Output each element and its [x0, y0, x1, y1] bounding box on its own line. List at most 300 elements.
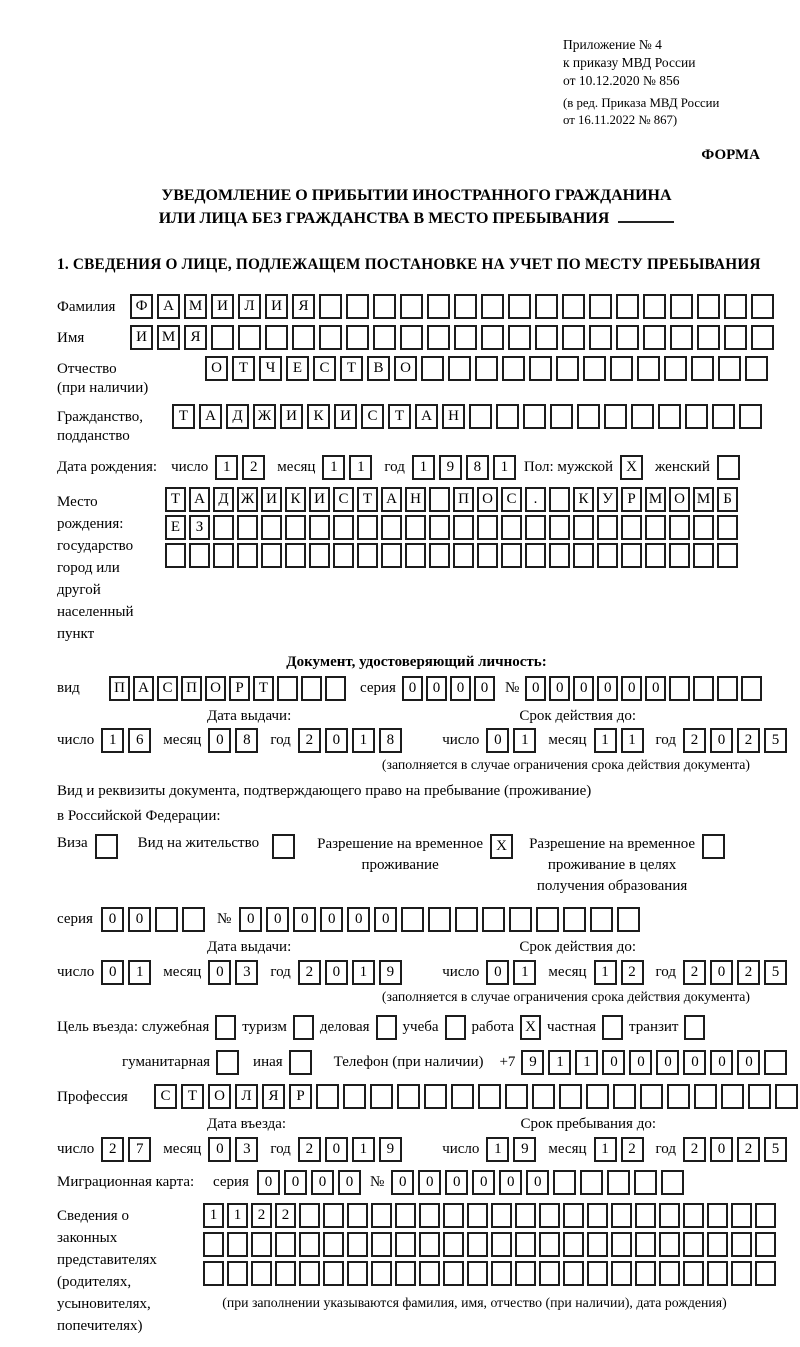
char-cell[interactable]: Т — [181, 1084, 204, 1109]
char-cell[interactable] — [373, 325, 396, 350]
char-cell[interactable]: 3 — [235, 960, 258, 985]
char-cell[interactable]: 0 — [656, 1050, 679, 1075]
purpose-business-checkbox[interactable] — [376, 1015, 397, 1040]
char-cell[interactable]: М — [157, 325, 180, 350]
char-cell[interactable] — [467, 1232, 488, 1257]
char-cell[interactable]: Ф — [130, 294, 153, 319]
char-cell[interactable] — [539, 1203, 560, 1228]
char-cell[interactable] — [717, 676, 738, 701]
char-cell[interactable] — [539, 1232, 560, 1257]
char-cell[interactable] — [659, 1261, 680, 1286]
char-cell[interactable]: Р — [621, 487, 642, 512]
char-cell[interactable] — [237, 543, 258, 568]
char-cell[interactable] — [508, 294, 531, 319]
char-cell[interactable] — [559, 1084, 582, 1109]
char-cell[interactable]: И — [211, 294, 234, 319]
char-cell[interactable] — [583, 356, 606, 381]
char-cell[interactable]: Л — [238, 294, 261, 319]
char-cell[interactable]: А — [189, 487, 210, 512]
char-cell[interactable] — [371, 1232, 392, 1257]
char-cell[interactable] — [515, 1261, 536, 1286]
char-cell[interactable]: О — [205, 356, 228, 381]
char-cell[interactable]: 1 — [322, 455, 345, 480]
char-cell[interactable] — [587, 1232, 608, 1257]
char-cell[interactable] — [707, 1203, 728, 1228]
char-cell[interactable] — [251, 1232, 272, 1257]
char-cell[interactable] — [502, 356, 525, 381]
char-cell[interactable]: Т — [388, 404, 411, 429]
char-cell[interactable]: 0 — [710, 1137, 733, 1162]
char-cell[interactable]: 1 — [352, 960, 375, 985]
char-cell[interactable]: 2 — [298, 728, 321, 753]
char-cell[interactable]: З — [189, 515, 210, 540]
char-cell[interactable]: 2 — [683, 1137, 706, 1162]
char-cell[interactable]: 1 — [203, 1203, 224, 1228]
char-cell[interactable]: С — [361, 404, 384, 429]
char-cell[interactable] — [563, 1232, 584, 1257]
char-cell[interactable]: К — [573, 487, 594, 512]
char-cell[interactable] — [346, 325, 369, 350]
char-cell[interactable]: 0 — [737, 1050, 760, 1075]
char-cell[interactable] — [717, 543, 738, 568]
char-cell[interactable] — [563, 907, 586, 932]
char-cell[interactable] — [573, 515, 594, 540]
char-cell[interactable]: Т — [232, 356, 255, 381]
char-cell[interactable] — [635, 1261, 656, 1286]
char-cell[interactable]: 2 — [621, 1137, 644, 1162]
char-cell[interactable] — [482, 907, 505, 932]
char-cell[interactable] — [691, 356, 714, 381]
char-cell[interactable] — [549, 515, 570, 540]
char-cell[interactable] — [532, 1084, 555, 1109]
char-cell[interactable]: Т — [340, 356, 363, 381]
char-cell[interactable] — [373, 294, 396, 319]
char-cell[interactable] — [189, 543, 210, 568]
char-cell[interactable] — [523, 404, 546, 429]
char-cell[interactable]: 1 — [548, 1050, 571, 1075]
char-cell[interactable] — [405, 515, 426, 540]
temp-residence-checkbox[interactable]: X — [490, 834, 513, 859]
char-cell[interactable]: 0 — [602, 1050, 625, 1075]
char-cell[interactable] — [643, 325, 666, 350]
char-cell[interactable] — [333, 515, 354, 540]
char-cell[interactable] — [717, 515, 738, 540]
char-cell[interactable] — [443, 1203, 464, 1228]
char-cell[interactable]: 1 — [594, 1137, 617, 1162]
char-cell[interactable] — [395, 1232, 416, 1257]
char-cell[interactable]: П — [109, 676, 130, 701]
char-cell[interactable]: Т — [253, 676, 274, 701]
char-cell[interactable] — [694, 1084, 717, 1109]
char-cell[interactable]: 0 — [526, 1170, 549, 1195]
char-cell[interactable]: С — [157, 676, 178, 701]
char-cell[interactable]: И — [334, 404, 357, 429]
char-cell[interactable] — [477, 543, 498, 568]
char-cell[interactable] — [556, 356, 579, 381]
char-cell[interactable] — [613, 1084, 636, 1109]
char-cell[interactable]: Р — [289, 1084, 312, 1109]
char-cell[interactable] — [580, 1170, 603, 1195]
char-cell[interactable] — [251, 1261, 272, 1286]
char-cell[interactable] — [443, 1232, 464, 1257]
char-cell[interactable] — [501, 515, 522, 540]
char-cell[interactable]: 9 — [439, 455, 462, 480]
char-cell[interactable] — [616, 294, 639, 319]
char-cell[interactable]: 9 — [379, 960, 402, 985]
char-cell[interactable]: 1 — [575, 1050, 598, 1075]
char-cell[interactable]: 0 — [325, 1137, 348, 1162]
char-cell[interactable]: 2 — [737, 1137, 760, 1162]
char-cell[interactable]: 0 — [101, 907, 124, 932]
char-cell[interactable]: 0 — [320, 907, 343, 932]
char-cell[interactable] — [670, 294, 693, 319]
char-cell[interactable] — [731, 1232, 752, 1257]
char-cell[interactable] — [693, 543, 714, 568]
char-cell[interactable] — [301, 676, 322, 701]
char-cell[interactable] — [357, 515, 378, 540]
char-cell[interactable]: 0 — [472, 1170, 495, 1195]
char-cell[interactable] — [428, 907, 451, 932]
char-cell[interactable]: И — [261, 487, 282, 512]
char-cell[interactable]: 2 — [621, 960, 644, 985]
char-cell[interactable]: 0 — [325, 960, 348, 985]
char-cell[interactable] — [400, 325, 423, 350]
char-cell[interactable] — [536, 907, 559, 932]
char-cell[interactable] — [645, 543, 666, 568]
char-cell[interactable] — [395, 1203, 416, 1228]
char-cell[interactable] — [658, 404, 681, 429]
char-cell[interactable]: 0 — [645, 676, 666, 701]
char-cell[interactable]: Е — [165, 515, 186, 540]
char-cell[interactable] — [764, 1050, 787, 1075]
char-cell[interactable] — [718, 356, 741, 381]
char-cell[interactable]: Я — [292, 294, 315, 319]
char-cell[interactable] — [371, 1261, 392, 1286]
char-cell[interactable] — [683, 1261, 704, 1286]
char-cell[interactable] — [748, 1084, 771, 1109]
char-cell[interactable] — [589, 325, 612, 350]
char-cell[interactable]: 7 — [128, 1137, 151, 1162]
char-cell[interactable]: С — [313, 356, 336, 381]
char-cell[interactable] — [455, 907, 478, 932]
char-cell[interactable] — [319, 294, 342, 319]
char-cell[interactable] — [634, 1170, 657, 1195]
char-cell[interactable] — [637, 356, 660, 381]
char-cell[interactable]: 2 — [298, 1137, 321, 1162]
char-cell[interactable] — [669, 515, 690, 540]
char-cell[interactable] — [550, 404, 573, 429]
char-cell[interactable] — [469, 404, 492, 429]
char-cell[interactable] — [553, 1170, 576, 1195]
char-cell[interactable] — [635, 1203, 656, 1228]
char-cell[interactable] — [515, 1203, 536, 1228]
visa-checkbox[interactable] — [95, 834, 118, 859]
char-cell[interactable]: 1 — [493, 455, 516, 480]
char-cell[interactable]: Д — [226, 404, 249, 429]
char-cell[interactable] — [751, 294, 774, 319]
char-cell[interactable] — [478, 1084, 501, 1109]
char-cell[interactable] — [501, 543, 522, 568]
char-cell[interactable] — [563, 1203, 584, 1228]
char-cell[interactable] — [316, 1084, 339, 1109]
char-cell[interactable] — [621, 543, 642, 568]
char-cell[interactable]: 0 — [445, 1170, 468, 1195]
char-cell[interactable] — [346, 294, 369, 319]
char-cell[interactable]: 0 — [525, 676, 546, 701]
char-cell[interactable]: 0 — [486, 960, 509, 985]
char-cell[interactable] — [617, 907, 640, 932]
char-cell[interactable]: 1 — [349, 455, 372, 480]
char-cell[interactable] — [285, 543, 306, 568]
char-cell[interactable] — [535, 294, 558, 319]
char-cell[interactable]: 1 — [412, 455, 435, 480]
char-cell[interactable] — [724, 294, 747, 319]
char-cell[interactable]: 0 — [418, 1170, 441, 1195]
char-cell[interactable]: А — [199, 404, 222, 429]
char-cell[interactable] — [755, 1261, 776, 1286]
char-cell[interactable]: 5 — [764, 1137, 787, 1162]
char-cell[interactable] — [323, 1232, 344, 1257]
char-cell[interactable]: С — [154, 1084, 177, 1109]
char-cell[interactable]: 0 — [284, 1170, 307, 1195]
char-cell[interactable] — [683, 1232, 704, 1257]
char-cell[interactable] — [505, 1084, 528, 1109]
char-cell[interactable] — [562, 325, 585, 350]
char-cell[interactable]: 0 — [621, 676, 642, 701]
char-cell[interactable] — [475, 356, 498, 381]
char-cell[interactable]: 8 — [235, 728, 258, 753]
char-cell[interactable]: 2 — [737, 960, 760, 985]
char-cell[interactable] — [453, 543, 474, 568]
char-cell[interactable]: 0 — [573, 676, 594, 701]
char-cell[interactable]: 1 — [594, 960, 617, 985]
char-cell[interactable] — [429, 543, 450, 568]
char-cell[interactable] — [529, 356, 552, 381]
char-cell[interactable] — [419, 1261, 440, 1286]
char-cell[interactable] — [496, 404, 519, 429]
char-cell[interactable]: 9 — [379, 1137, 402, 1162]
char-cell[interactable] — [645, 515, 666, 540]
char-cell[interactable]: Ж — [237, 487, 258, 512]
char-cell[interactable]: Н — [442, 404, 465, 429]
char-cell[interactable] — [443, 1261, 464, 1286]
char-cell[interactable] — [299, 1232, 320, 1257]
char-cell[interactable] — [589, 294, 612, 319]
char-cell[interactable] — [371, 1203, 392, 1228]
char-cell[interactable] — [347, 1232, 368, 1257]
char-cell[interactable] — [604, 404, 627, 429]
char-cell[interactable]: В — [367, 356, 390, 381]
char-cell[interactable] — [525, 543, 546, 568]
char-cell[interactable]: М — [693, 487, 714, 512]
char-cell[interactable] — [731, 1203, 752, 1228]
char-cell[interactable] — [397, 1084, 420, 1109]
char-cell[interactable] — [275, 1261, 296, 1286]
char-cell[interactable]: Я — [262, 1084, 285, 1109]
char-cell[interactable]: Т — [165, 487, 186, 512]
char-cell[interactable]: 1 — [352, 1137, 375, 1162]
char-cell[interactable] — [509, 907, 532, 932]
char-cell[interactable] — [421, 356, 444, 381]
char-cell[interactable] — [587, 1203, 608, 1228]
char-cell[interactable] — [508, 325, 531, 350]
char-cell[interactable] — [299, 1261, 320, 1286]
char-cell[interactable] — [669, 543, 690, 568]
char-cell[interactable]: 0 — [450, 676, 471, 701]
char-cell[interactable] — [631, 404, 654, 429]
char-cell[interactable]: С — [333, 487, 354, 512]
char-cell[interactable]: 0 — [499, 1170, 522, 1195]
char-cell[interactable]: 1 — [513, 960, 536, 985]
char-cell[interactable]: И — [309, 487, 330, 512]
char-cell[interactable]: 2 — [737, 728, 760, 753]
char-cell[interactable]: 1 — [513, 728, 536, 753]
sex-male-checkbox[interactable]: X — [620, 455, 643, 480]
char-cell[interactable] — [611, 1261, 632, 1286]
char-cell[interactable] — [405, 543, 426, 568]
char-cell[interactable]: 0 — [474, 676, 495, 701]
char-cell[interactable] — [261, 543, 282, 568]
char-cell[interactable]: 0 — [391, 1170, 414, 1195]
purpose-official-checkbox[interactable] — [215, 1015, 236, 1040]
char-cell[interactable] — [685, 404, 708, 429]
char-cell[interactable] — [213, 543, 234, 568]
char-cell[interactable] — [491, 1203, 512, 1228]
char-cell[interactable] — [535, 325, 558, 350]
char-cell[interactable] — [610, 356, 633, 381]
char-cell[interactable] — [693, 676, 714, 701]
char-cell[interactable]: 1 — [128, 960, 151, 985]
char-cell[interactable]: 0 — [208, 728, 231, 753]
char-cell[interactable] — [586, 1084, 609, 1109]
char-cell[interactable] — [203, 1232, 224, 1257]
char-cell[interactable] — [237, 515, 258, 540]
sex-female-checkbox[interactable] — [717, 455, 740, 480]
char-cell[interactable] — [227, 1232, 248, 1257]
char-cell[interactable] — [712, 404, 735, 429]
char-cell[interactable] — [419, 1232, 440, 1257]
char-cell[interactable] — [616, 325, 639, 350]
char-cell[interactable] — [347, 1203, 368, 1228]
char-cell[interactable] — [640, 1084, 663, 1109]
char-cell[interactable] — [370, 1084, 393, 1109]
char-cell[interactable]: О — [205, 676, 226, 701]
purpose-transit-checkbox[interactable] — [684, 1015, 705, 1040]
char-cell[interactable] — [343, 1084, 366, 1109]
char-cell[interactable] — [323, 1261, 344, 1286]
char-cell[interactable] — [429, 487, 450, 512]
char-cell[interactable]: 0 — [549, 676, 570, 701]
char-cell[interactable] — [693, 515, 714, 540]
char-cell[interactable]: 0 — [239, 907, 262, 932]
char-cell[interactable] — [309, 543, 330, 568]
char-cell[interactable] — [261, 515, 282, 540]
char-cell[interactable] — [697, 294, 720, 319]
char-cell[interactable]: П — [181, 676, 202, 701]
char-cell[interactable] — [587, 1261, 608, 1286]
char-cell[interactable]: 1 — [621, 728, 644, 753]
char-cell[interactable] — [325, 676, 346, 701]
char-cell[interactable] — [155, 907, 178, 932]
char-cell[interactable]: 0 — [266, 907, 289, 932]
char-cell[interactable]: А — [133, 676, 154, 701]
char-cell[interactable]: . — [525, 487, 546, 512]
char-cell[interactable] — [395, 1261, 416, 1286]
purpose-work-checkbox[interactable]: X — [520, 1015, 541, 1040]
char-cell[interactable] — [659, 1203, 680, 1228]
char-cell[interactable]: О — [394, 356, 417, 381]
char-cell[interactable]: 5 — [764, 728, 787, 753]
char-cell[interactable] — [182, 907, 205, 932]
char-cell[interactable]: 1 — [215, 455, 238, 480]
char-cell[interactable] — [211, 325, 234, 350]
char-cell[interactable] — [745, 356, 768, 381]
char-cell[interactable] — [597, 515, 618, 540]
char-cell[interactable] — [563, 1261, 584, 1286]
char-cell[interactable] — [454, 325, 477, 350]
char-cell[interactable]: А — [415, 404, 438, 429]
char-cell[interactable]: 8 — [466, 455, 489, 480]
char-cell[interactable]: А — [381, 487, 402, 512]
char-cell[interactable]: 1 — [227, 1203, 248, 1228]
char-cell[interactable] — [381, 515, 402, 540]
char-cell[interactable]: О — [477, 487, 498, 512]
char-cell[interactable]: Н — [405, 487, 426, 512]
char-cell[interactable] — [670, 325, 693, 350]
char-cell[interactable]: 0 — [128, 907, 151, 932]
purpose-study-checkbox[interactable] — [445, 1015, 466, 1040]
char-cell[interactable]: 2 — [101, 1137, 124, 1162]
char-cell[interactable] — [669, 676, 690, 701]
char-cell[interactable] — [467, 1203, 488, 1228]
char-cell[interactable]: 2 — [242, 455, 265, 480]
char-cell[interactable] — [401, 907, 424, 932]
char-cell[interactable] — [635, 1232, 656, 1257]
char-cell[interactable]: 8 — [379, 728, 402, 753]
char-cell[interactable] — [549, 487, 570, 512]
char-cell[interactable] — [203, 1261, 224, 1286]
char-cell[interactable] — [549, 543, 570, 568]
char-cell[interactable] — [739, 404, 762, 429]
char-cell[interactable] — [577, 404, 600, 429]
char-cell[interactable]: 0 — [101, 960, 124, 985]
other-purpose-checkbox[interactable] — [289, 1050, 312, 1075]
char-cell[interactable] — [400, 294, 423, 319]
residence-permit-checkbox[interactable] — [272, 834, 295, 859]
char-cell[interactable] — [621, 515, 642, 540]
char-cell[interactable] — [721, 1084, 744, 1109]
char-cell[interactable] — [775, 1084, 798, 1109]
char-cell[interactable]: Л — [235, 1084, 258, 1109]
char-cell[interactable] — [292, 325, 315, 350]
char-cell[interactable] — [285, 515, 306, 540]
purpose-private-checkbox[interactable] — [602, 1015, 623, 1040]
char-cell[interactable] — [515, 1232, 536, 1257]
char-cell[interactable]: 0 — [710, 960, 733, 985]
char-cell[interactable] — [323, 1203, 344, 1228]
char-cell[interactable] — [477, 515, 498, 540]
char-cell[interactable] — [227, 1261, 248, 1286]
char-cell[interactable]: И — [280, 404, 303, 429]
char-cell[interactable]: Ч — [259, 356, 282, 381]
char-cell[interactable] — [481, 294, 504, 319]
char-cell[interactable] — [724, 325, 747, 350]
char-cell[interactable]: И — [265, 294, 288, 319]
char-cell[interactable]: Е — [286, 356, 309, 381]
char-cell[interactable] — [467, 1261, 488, 1286]
char-cell[interactable] — [454, 294, 477, 319]
char-cell[interactable] — [741, 676, 762, 701]
